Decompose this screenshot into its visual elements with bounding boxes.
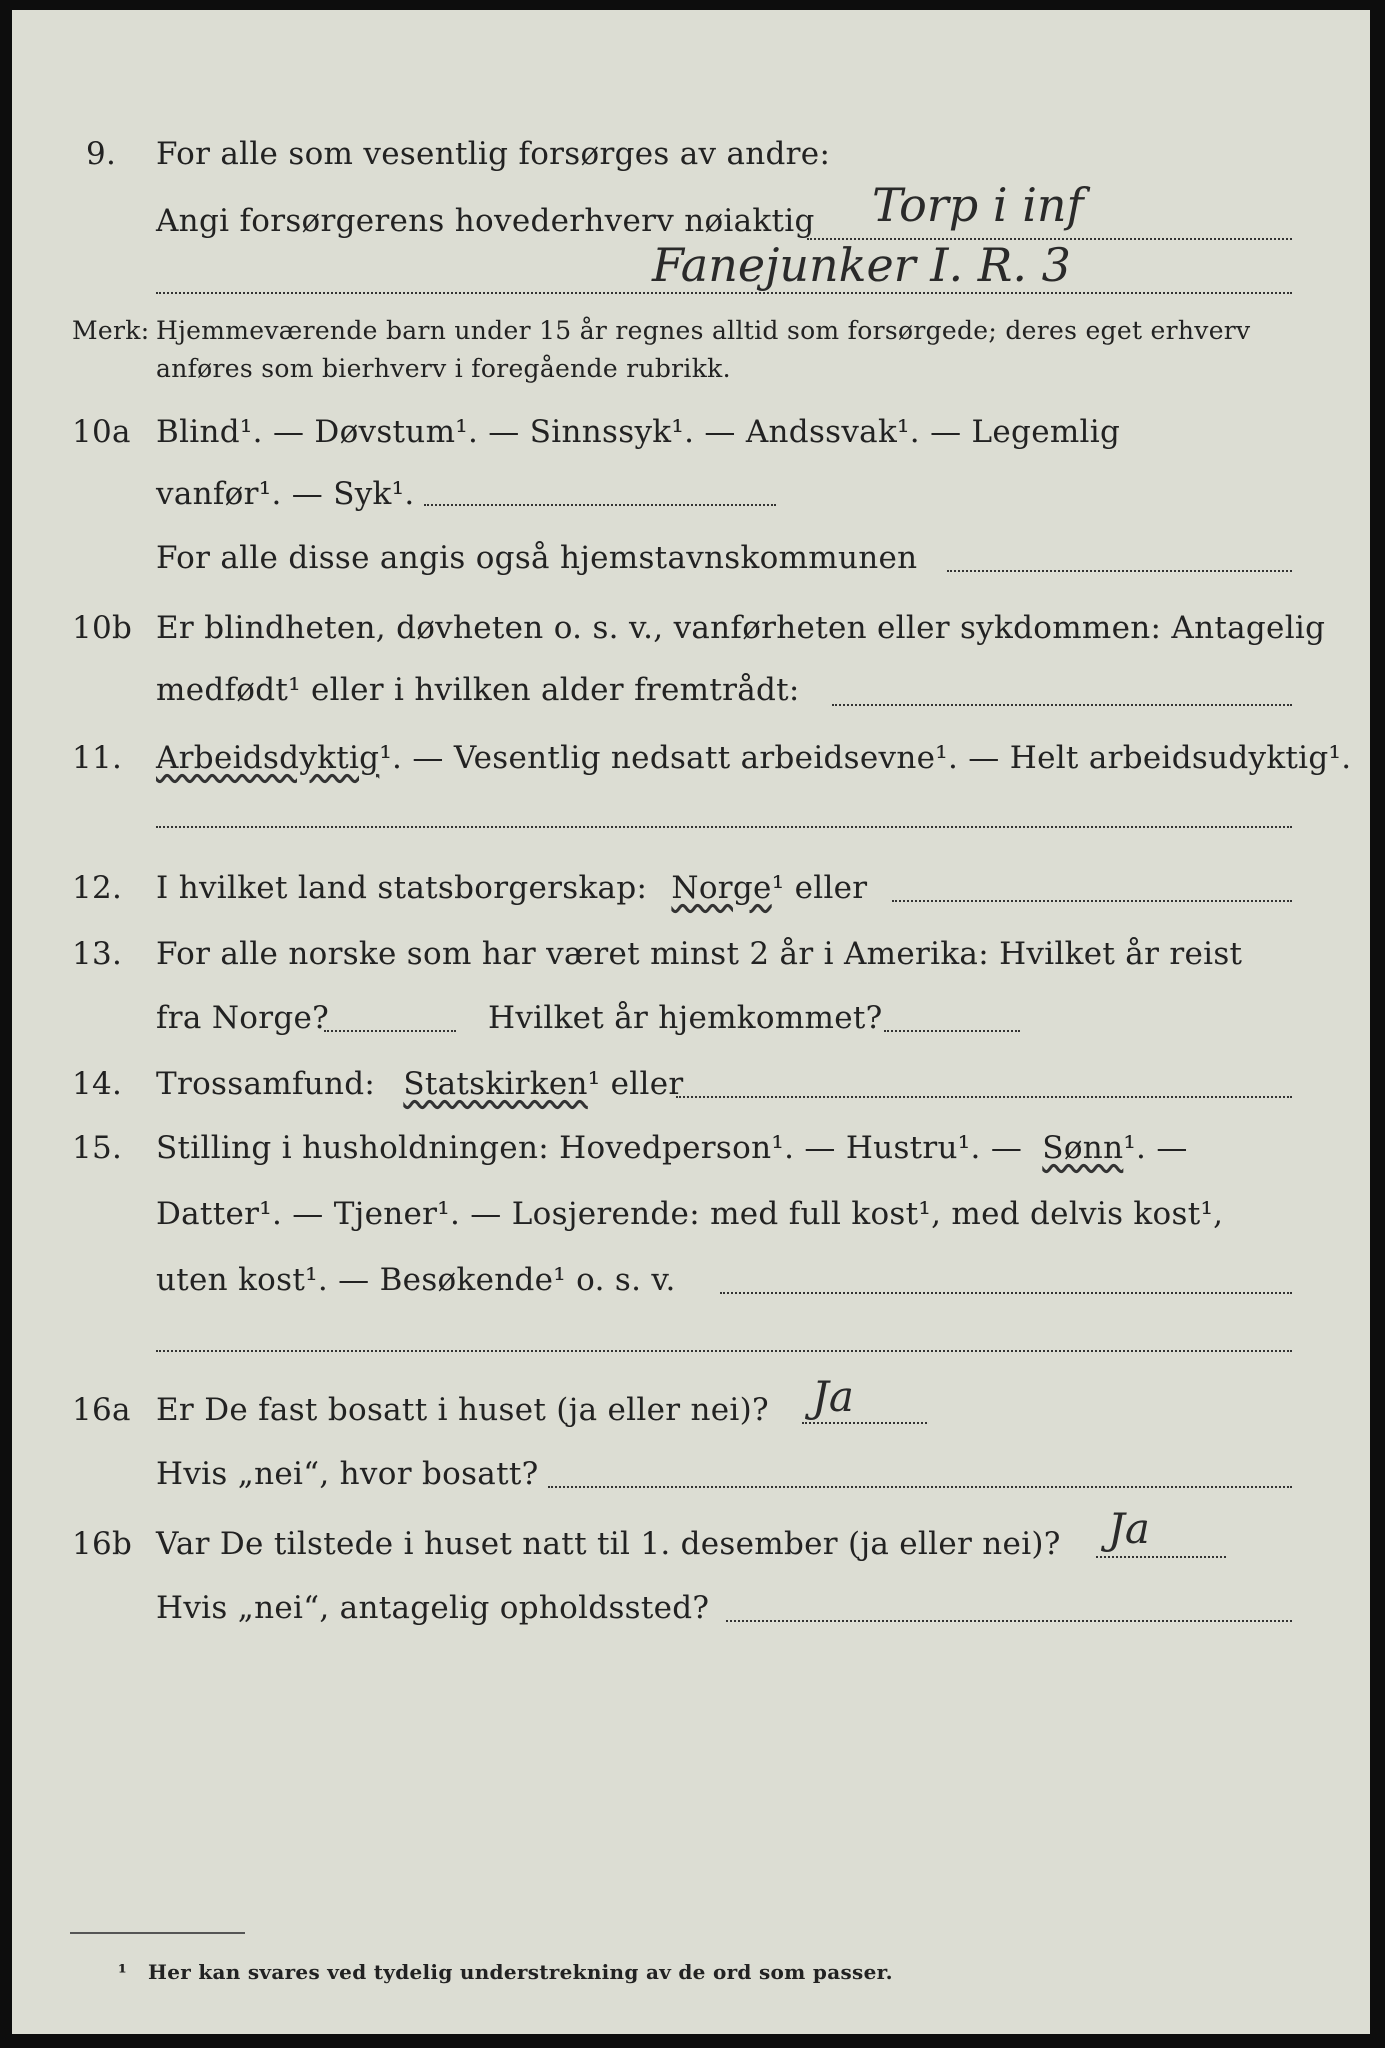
q10b-text1: Er blindheten, døvheten o. s. v., vanførheten eller sykdommen: Antagelig bbox=[156, 610, 1326, 646]
q9-number: 9. bbox=[86, 136, 117, 172]
q10b-number: 10b bbox=[72, 610, 133, 646]
merk-line1 bbox=[72, 316, 1251, 345]
merk-label: Merk: bbox=[72, 316, 150, 345]
q16b-line1 bbox=[72, 1526, 1061, 1562]
q15-text2: Datter¹. — Tjener¹. — Losjerende: med full kost¹, med delvis kost¹, bbox=[156, 1196, 1224, 1232]
q11-answer-line bbox=[156, 826, 1292, 828]
q11-arbeidsdyktig-underlined: Arbeidsdyktig bbox=[156, 740, 380, 776]
q16a-text1: Er De fast bosatt i huset (ja eller nei)? bbox=[156, 1392, 769, 1428]
q10a-answer-line2 bbox=[947, 570, 1292, 572]
q10b-text2: medfødt¹ eller i hvilken alder fremtrådt: bbox=[156, 672, 800, 708]
q16b-text1: Var De tilstede i huset natt til 1. desember (ja eller nei)? bbox=[156, 1526, 1061, 1562]
q9-handwritten-answer2: Fanejunker I. R. 3 bbox=[652, 238, 1071, 292]
q12-line1 bbox=[72, 870, 868, 906]
q14-statskirken-underlined: Statskirken bbox=[403, 1066, 588, 1102]
q9-label: Angi forsørgerens hovederhverv nøiaktig bbox=[156, 203, 815, 239]
q16b-answer-line2 bbox=[726, 1620, 1292, 1622]
q16a-text2: Hvis „nei“, hvor bosatt? bbox=[156, 1456, 539, 1492]
q16a-line1 bbox=[72, 1392, 769, 1428]
q10a-number: 10a bbox=[72, 414, 131, 450]
q14-post: ¹ eller bbox=[587, 1066, 684, 1102]
q15-number: 15. bbox=[72, 1130, 123, 1166]
merk-text1: Hjemmeværende barn under 15 år regnes alltid som forsørgede; deres eget erhverv bbox=[156, 316, 1251, 345]
q13-answer-line1 bbox=[324, 1030, 456, 1032]
q12-text: I hvilket land statsborgerskap: bbox=[156, 870, 648, 906]
q16a-handwritten-answer: Ja bbox=[812, 1372, 854, 1421]
q16a-answer-line2 bbox=[548, 1486, 1292, 1488]
q10a-line1 bbox=[72, 414, 1121, 450]
q10a-text1: Blind¹. — Døvstum¹. — Sinnssyk¹. — Andssvak¹. — Legemlig bbox=[156, 414, 1121, 450]
q11-number: 11. bbox=[72, 740, 123, 776]
footnote-rule bbox=[70, 1932, 245, 1934]
q15-text3: uten kost¹. — Besøkende¹ o. s. v. bbox=[156, 1262, 676, 1298]
q13-text2a: fra Norge? bbox=[156, 1000, 330, 1036]
q9-answer-line2 bbox=[156, 292, 1292, 294]
q9-text: For alle som vesentlig forsørges av andre: bbox=[156, 136, 831, 172]
q10a-text3: For alle disse angis også hjemstavnskommunen bbox=[156, 540, 918, 576]
q16b-handwritten-answer: Ja bbox=[1108, 1504, 1150, 1553]
q15-line1 bbox=[72, 1130, 1188, 1166]
q9-handwritten-answer1: Torp i inf bbox=[872, 178, 1084, 232]
q12-answer-line bbox=[892, 900, 1292, 902]
q13-text2b: Hvilket år hjemkommet? bbox=[488, 1000, 883, 1036]
q13-line1 bbox=[72, 936, 1243, 972]
q16a-answer-line1 bbox=[802, 1422, 927, 1424]
q10b-answer-line bbox=[832, 704, 1292, 706]
q12-number: 12. bbox=[72, 870, 123, 906]
q15-sonn-underlined: Sønn bbox=[1042, 1130, 1124, 1166]
q16a-number: 16a bbox=[72, 1392, 131, 1428]
q14-line1 bbox=[72, 1066, 684, 1102]
merk-text2: anføres som bierhverv i foregående rubrikk. bbox=[156, 354, 731, 383]
q11-line1 bbox=[72, 740, 1352, 776]
q11-rest: ¹. — Vesentlig nedsatt arbeidsevne¹. — Helt arbeidsudyktig¹. bbox=[379, 740, 1352, 776]
q15-answer-line1 bbox=[720, 1292, 1292, 1294]
q13-number: 13. bbox=[72, 936, 123, 972]
q10a-answer-line1 bbox=[424, 504, 776, 506]
q12-norge-underlined: Norge bbox=[671, 870, 772, 906]
q14-answer-line bbox=[676, 1096, 1292, 1098]
footnote bbox=[118, 1960, 893, 1984]
footnote-text: Her kan svares ved tydelig understrekning av de ord som passer. bbox=[148, 1960, 893, 1984]
q9-line1 bbox=[86, 136, 831, 172]
q13-text1: For alle norske som har været minst 2 år i Amerika: Hvilket år reist bbox=[156, 936, 1243, 972]
q16b-answer-line1 bbox=[1096, 1556, 1226, 1558]
q12-post: ¹ eller bbox=[771, 870, 868, 906]
q10b-line1 bbox=[72, 610, 1326, 646]
q15-text1: Stilling i husholdningen: Hovedperson¹. — Hustru¹. — bbox=[156, 1130, 1023, 1166]
q14-text: Trossamfund: bbox=[156, 1066, 376, 1102]
q15-answer-line2 bbox=[156, 1350, 1292, 1352]
footnote-mark: ¹ bbox=[118, 1960, 128, 1984]
q14-number: 14. bbox=[72, 1066, 123, 1102]
q16b-text2: Hvis „nei“, antagelig opholdssted? bbox=[156, 1590, 710, 1626]
q10a-text2: vanfør¹. — Syk¹. bbox=[156, 476, 415, 512]
q15-post: ¹. — bbox=[1123, 1130, 1188, 1166]
q16b-number: 16b bbox=[72, 1526, 133, 1562]
census-form-page bbox=[12, 10, 1370, 2034]
q13-answer-line2 bbox=[884, 1030, 1020, 1032]
